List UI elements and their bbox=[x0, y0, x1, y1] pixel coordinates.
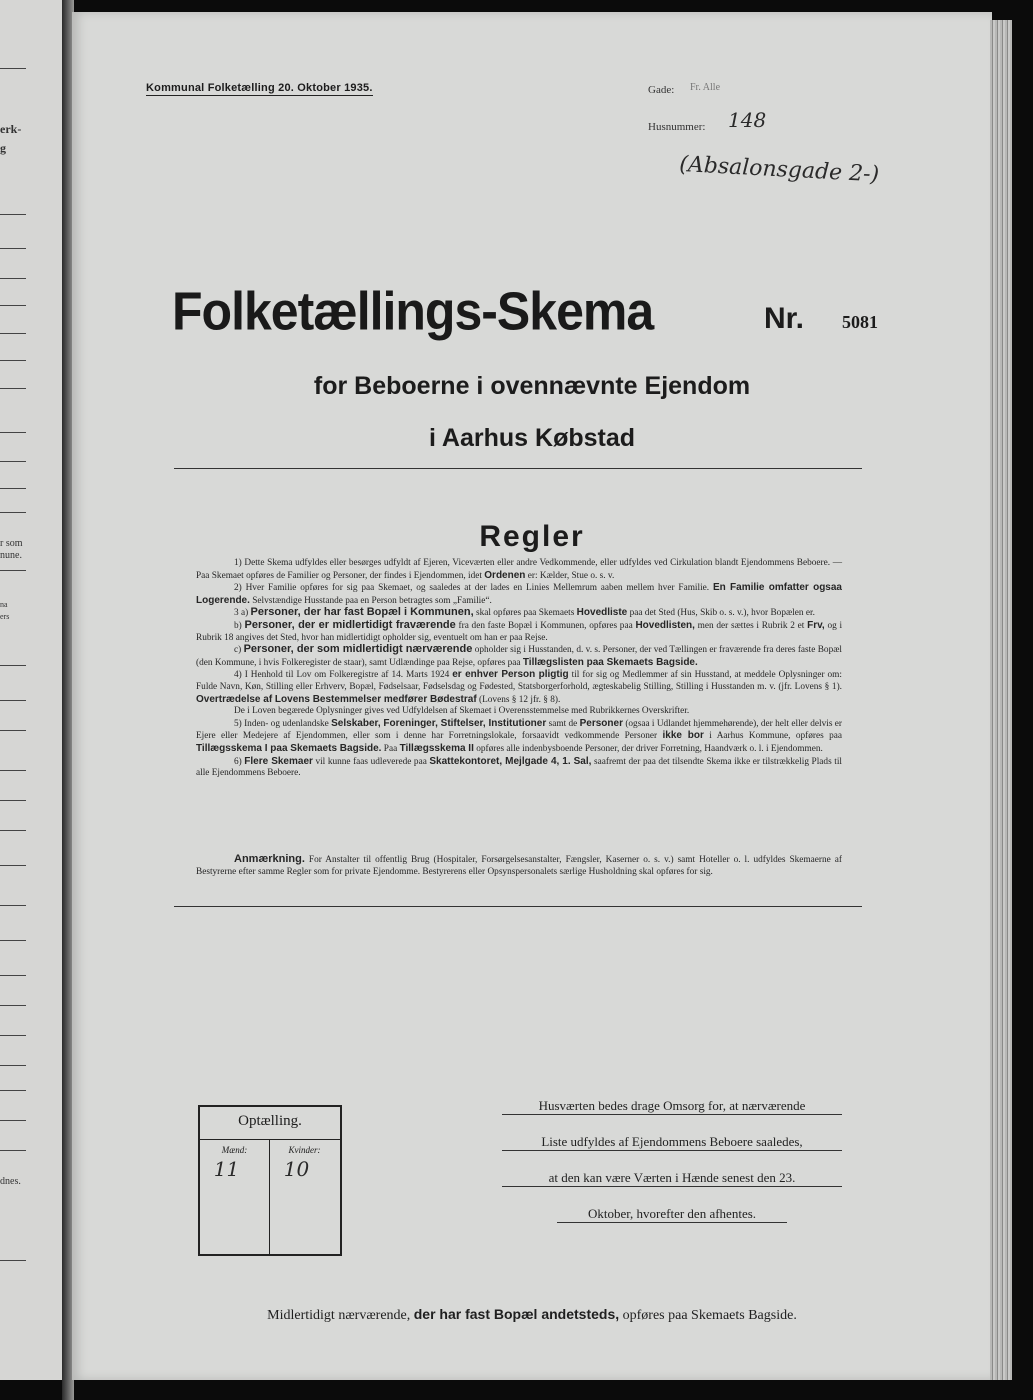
form-title: Folketællings-Skema bbox=[172, 281, 654, 342]
house-number-value: 148 bbox=[728, 108, 767, 132]
form-subtitle: for Beboerne i ovennævnte Ejendom bbox=[313, 372, 751, 400]
house-note: (Absalonsgade 2-) bbox=[678, 152, 880, 188]
left-fragment: erk- bbox=[0, 122, 22, 136]
count-title: Optælling. bbox=[238, 1113, 302, 1129]
footer-note: Midlertidigt nærværende, der har fast Bopæl andetsteds, opføres paa Skemaets Bagside. bbox=[267, 1306, 797, 1323]
house-number-label: Husnummer: bbox=[648, 121, 706, 133]
notice-line: Husværten bedes drage Omsorg for, at nærværende bbox=[502, 1098, 842, 1115]
left-fragment: nune. bbox=[0, 550, 22, 561]
women-label: Kvinder: bbox=[288, 1145, 321, 1155]
street-value: Fr. Alle bbox=[690, 82, 721, 93]
form-number-label: Nr. bbox=[764, 302, 805, 335]
census-form-page bbox=[72, 12, 992, 1380]
divider bbox=[174, 906, 862, 907]
remark-text: Anmærkning. For Anstalter til offentlig Brug (Hospitaler, Forsørgelsesanstalter, Fængsler, Kaserner o. s. v.) samt Hoteller o. l. udfyldes Skemaerne af Bestyrerne efter samme Regler som for private Ejendomme. Bestyrerens eller Opsynspersonalets særlige Husholdning skal opføres for sig. bbox=[196, 853, 842, 877]
left-fragment: na bbox=[0, 600, 8, 609]
notice-line: at den kan være Værten i Hænde senest den 23. bbox=[502, 1170, 842, 1187]
census-header: Kommunal Folketælling 20. Oktober 1935. bbox=[146, 82, 373, 94]
rules-text: 1) Dette Skema udfyldes eller besørges udfyldt af Ejeren, Viceværten eller andre Vedkommende, eller udfyldes ved Cirkulation blandt Ejendommens Beboere. — Paa Skemaet opføres de Familier og Personer, der findes i Ejendommen, idet Ordenen er: Kælder, Stue o. s. v. 2) Hver Familie opføres for sig paa Skemaet, og saaledes at der lades en Linies Mellemrum aaben mellem hver Familie. En Familie omfatter ogsaa Logerende. Selvstændige Husstande paa en Person betragtes som „Familie“. 3 a) Personer, der har fast Bopæl i Kommunen, skal opføres paa Skemaets Hovedliste paa det Sted (Hus, Skib o. s. v.), hvor Bopælen er. b) Personer, der er midlertidigt fraværende fra den faste Bopæl i Kommunen, opføres paa Hovedlisten, men der sættes i Rubrik 2 et Frv, og i Rubrik 18 angives det Sted, hvor han midlertidigt opholder sig, eventuelt om han er paa Rejse. c) Personer, der som midlertidigt nærværende opholder sig i Husstanden, d. v. s. Personer, der ved Tællingen er fraværende fra deres faste Bopæl (den Kommune, i hvis Folkeregister de staar), samt Udlændinge paa Rejse, opføres paa Tillægslisten paa Skemaets Bagside. 4) I Henhold til Lov om Folkeregistre af 14. Marts 1924 er enhver Person pligtig til for sig og Medlemmer af sin Husstand, at meddele Oplysninger om: Fulde Navn, Køn, Stilling eller Erhverv, Bopæl, Fødselsaar, Fødselsdag og Fødested, Statsborgerforhold, ægteskabelig Stilling, Stilling i Husstanden m. v. (jfr. Lovens § 1). Overtrædelse af Lovens Bestemmelser medfører Bødestraf (Lovens § 12 jfr. § 8). De i Loven begærede Oplysninger gives ved Udfyldelsen af Skemaet i Overensstemmelse med Rubrikkernes Overskrifter. 5) Inden- og udenlandske Selskaber, Foreninger, Stiftelser, Institutioner samt de Personer (ogsaa i Udlandet hjemmehørende), der helt eller delvis er Ejere eller Medejere af Ejendommen, eller som i denne har Forretningslokale, forsaavidt vedkommende Personer ikke bor i Aarhus Kommune, opføres paa Tillægsskema I paa Skemaets Bagside. Paa Tillægsskema II opføres alle indenbysboende Personer, der driver Forretning, Haandværk o. l. i Ejendommen. 6) Flere Skemaer vil kunne faas udleverede paa Skattekontoret, Mejlgade 4, 1. Sal, saafremt der paa det tilsendte Skema ikke er tilstrækkelig Plads til alle Ejendommens Beboere. bbox=[196, 558, 843, 779]
left-fragment: dnes. bbox=[0, 1176, 21, 1187]
divider bbox=[174, 468, 862, 469]
left-fragment: g bbox=[0, 141, 6, 155]
form-number-value: 5081 bbox=[842, 312, 878, 332]
notice-line: Oktober, hvorefter den afhentes. bbox=[557, 1206, 787, 1223]
men-label: Mænd: bbox=[221, 1145, 248, 1155]
left-fragment: r som bbox=[0, 538, 23, 549]
men-count: 11 bbox=[213, 1157, 240, 1181]
left-fragment: ers bbox=[0, 612, 10, 621]
notice-line: Liste udfyldes af Ejendommens Beboere saaledes, bbox=[502, 1134, 842, 1151]
count-box bbox=[198, 1105, 342, 1256]
rules-heading: Regler bbox=[479, 520, 585, 553]
form-subtitle-city: i Aarhus Købstad bbox=[428, 424, 636, 452]
women-count: 10 bbox=[283, 1157, 310, 1181]
previous-page-edge bbox=[0, 0, 62, 1380]
page-stack-edge bbox=[990, 20, 1012, 1380]
street-label: Gade: bbox=[648, 84, 675, 96]
